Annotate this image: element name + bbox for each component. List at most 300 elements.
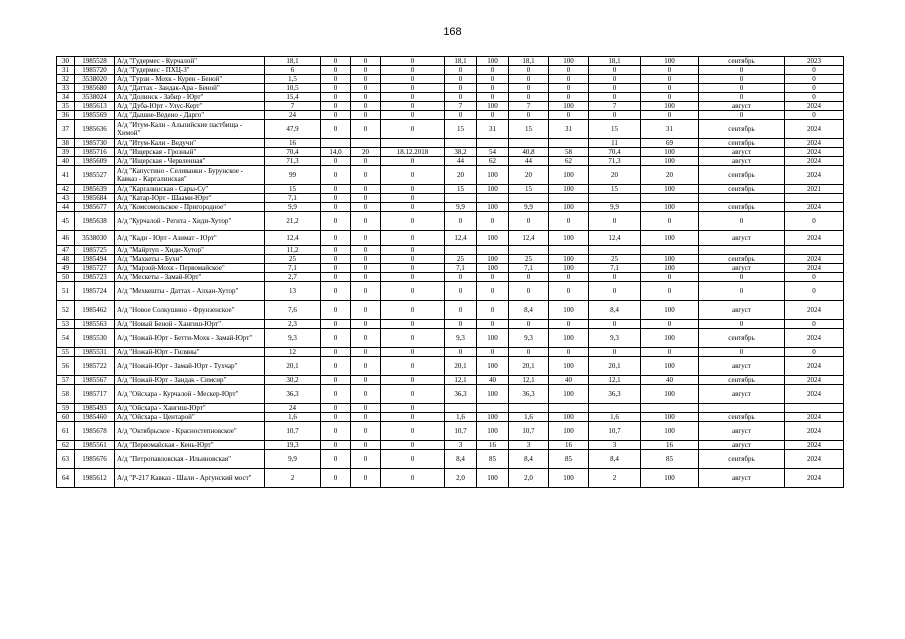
table-cell: 0 bbox=[381, 282, 445, 301]
table-cell: 85 bbox=[641, 450, 699, 469]
table-cell: А/д "Первомайская - Кень-Юрт" bbox=[115, 441, 265, 450]
table-cell: 0 bbox=[785, 93, 844, 102]
table-cell: 0 bbox=[321, 255, 351, 264]
table-cell: 2 bbox=[589, 469, 641, 488]
table-cell: 0 bbox=[321, 66, 351, 75]
table-cell: А/д "Петропавловская - Ильиновская" bbox=[115, 450, 265, 469]
table-cell: август bbox=[699, 102, 785, 111]
table-cell: А/д "Курчалой - Регита - Хиди-Хутор" bbox=[115, 212, 265, 231]
table-cell: 7 bbox=[509, 102, 549, 111]
table-cell: 1985717 bbox=[75, 385, 115, 404]
table-cell: 25 bbox=[265, 255, 321, 264]
table-cell: 2024 bbox=[785, 148, 844, 157]
table-cell bbox=[699, 194, 785, 203]
table-cell: 54 bbox=[57, 329, 75, 348]
table-cell: 0 bbox=[381, 194, 445, 203]
table-cell: 0 bbox=[351, 93, 381, 102]
table-cell bbox=[589, 404, 641, 413]
table-row bbox=[57, 75, 844, 84]
table-cell: 0 bbox=[381, 376, 445, 385]
table-cell: 2,7 bbox=[265, 273, 321, 282]
table-cell: 0 bbox=[785, 273, 844, 282]
table-cell: 0 bbox=[351, 329, 381, 348]
table-cell: А/д "Ойсхара - Курчалой - Мескер-Юрт" bbox=[115, 385, 265, 404]
table-cell: 3538024 bbox=[75, 93, 115, 102]
table-cell: 0 bbox=[351, 301, 381, 320]
table-cell: 64 bbox=[57, 469, 75, 488]
table-row bbox=[57, 320, 844, 329]
table-cell: 7,1 bbox=[265, 194, 321, 203]
table-cell: 0 bbox=[321, 469, 351, 488]
table-cell: 8,4 bbox=[589, 301, 641, 320]
table-cell: 18.12.2018 bbox=[381, 148, 445, 157]
table-cell: 100 bbox=[641, 357, 699, 376]
table-cell: 20,1 bbox=[445, 357, 477, 376]
table-cell: 0 bbox=[321, 75, 351, 84]
table-cell: 0 bbox=[381, 441, 445, 450]
table-cell: А/д "Ойсхара - Хангиш-Юрт" bbox=[115, 404, 265, 413]
table-cell: 0 bbox=[321, 212, 351, 231]
table-cell: 1985639 bbox=[75, 185, 115, 194]
table-cell: 0 bbox=[351, 422, 381, 441]
table-cell: 0 bbox=[549, 348, 589, 357]
table-cell: 0 bbox=[549, 212, 589, 231]
table-cell: 100 bbox=[641, 422, 699, 441]
table-cell: 0 bbox=[351, 376, 381, 385]
table-cell: 30,2 bbox=[265, 376, 321, 385]
table-cell: 10,7 bbox=[445, 422, 477, 441]
table-cell: 0 bbox=[351, 469, 381, 488]
table-cell: 0 bbox=[321, 320, 351, 329]
table-cell: 0 bbox=[477, 66, 509, 75]
table-cell: 0 bbox=[381, 120, 445, 139]
table-cell: 1,5 bbox=[265, 75, 321, 84]
table-cell: 0 bbox=[351, 357, 381, 376]
table-cell: 1985494 bbox=[75, 255, 115, 264]
table-cell bbox=[509, 194, 549, 203]
table-cell: 15 bbox=[445, 185, 477, 194]
table-cell: 15 bbox=[589, 120, 641, 139]
table-cell: 2024 bbox=[785, 376, 844, 385]
table-cell: 0 bbox=[351, 120, 381, 139]
table-cell: 49 bbox=[57, 264, 75, 273]
table-row bbox=[57, 111, 844, 120]
table-cell: 0 bbox=[641, 93, 699, 102]
table-cell: 1985723 bbox=[75, 273, 115, 282]
table-cell: 0 bbox=[549, 66, 589, 75]
table-cell: 100 bbox=[477, 57, 509, 66]
table-row bbox=[57, 422, 844, 441]
table-cell bbox=[549, 194, 589, 203]
table-cell: 42 bbox=[57, 185, 75, 194]
table-cell: 100 bbox=[641, 231, 699, 246]
table-cell: 15 bbox=[589, 185, 641, 194]
table-cell: 2,0 bbox=[445, 469, 477, 488]
table-cell: 70,4 bbox=[589, 148, 641, 157]
table-cell: 33 bbox=[57, 84, 75, 93]
table-cell: 1985531 bbox=[75, 348, 115, 357]
table-cell: 58 bbox=[57, 385, 75, 404]
table-cell: 100 bbox=[549, 413, 589, 422]
table-cell bbox=[445, 139, 477, 148]
table-row bbox=[57, 385, 844, 404]
table-cell: 0 bbox=[351, 102, 381, 111]
table-cell: 0 bbox=[477, 348, 509, 357]
table-row bbox=[57, 357, 844, 376]
table-cell: 18,1 bbox=[509, 57, 549, 66]
table-cell: 0 bbox=[549, 93, 589, 102]
table-cell: 0 bbox=[785, 282, 844, 301]
table-cell: 39 bbox=[57, 148, 75, 157]
table-cell: 0 bbox=[381, 185, 445, 194]
table-cell: 9,3 bbox=[589, 329, 641, 348]
table-cell: А/д "Даттах - Зандак-Ара - Беной" bbox=[115, 84, 265, 93]
table-cell: А/д "Марзой-Мохк - Первомайское" bbox=[115, 264, 265, 273]
table-cell: 20 bbox=[509, 166, 549, 185]
table-cell: август bbox=[699, 301, 785, 320]
table-cell: 1985677 bbox=[75, 203, 115, 212]
table-cell: А/д "Мехкешты - Даттах - Алхан-Хутор" bbox=[115, 282, 265, 301]
table-cell: 0 bbox=[477, 111, 509, 120]
table-cell: сентябрь bbox=[699, 120, 785, 139]
table-cell: А/д "Ойсхара - Центарой" bbox=[115, 413, 265, 422]
table-cell: 100 bbox=[477, 255, 509, 264]
table-cell: 99 bbox=[265, 166, 321, 185]
table-cell: сентябрь bbox=[699, 329, 785, 348]
table-cell bbox=[509, 246, 549, 255]
table-cell: 1,6 bbox=[445, 413, 477, 422]
table-cell: 100 bbox=[549, 102, 589, 111]
table-cell: август bbox=[699, 148, 785, 157]
table-cell: 0 bbox=[351, 84, 381, 93]
table-cell: 0 bbox=[321, 441, 351, 450]
table-cell: 0 bbox=[699, 273, 785, 282]
table-cell: 100 bbox=[477, 264, 509, 273]
table-cell: 0 bbox=[445, 111, 477, 120]
table-cell: А/д "Мескеты - Замай-Юрт" bbox=[115, 273, 265, 282]
table-cell: 0 bbox=[549, 320, 589, 329]
table-cell bbox=[785, 246, 844, 255]
table-cell: 0 bbox=[641, 282, 699, 301]
table-cell: 2024 bbox=[785, 301, 844, 320]
table-row bbox=[57, 57, 844, 66]
table-cell: 0 bbox=[477, 273, 509, 282]
table-cell: 2,3 bbox=[265, 320, 321, 329]
table-cell: 2023 bbox=[785, 57, 844, 66]
table-cell: А/д "Майртуп - Хиди-Хутор" bbox=[115, 246, 265, 255]
table-row bbox=[57, 148, 844, 157]
table-row bbox=[57, 139, 844, 148]
table-row bbox=[57, 450, 844, 469]
table-cell: А/д "Ножай-Юрт - Гиляны" bbox=[115, 348, 265, 357]
table-cell: 1985724 bbox=[75, 282, 115, 301]
table-cell: 2021 bbox=[785, 185, 844, 194]
table-cell: 0 bbox=[509, 282, 549, 301]
table-cell: 70,4 bbox=[265, 148, 321, 157]
table-cell: А/д "Ножай-Юрт - Бетти-Мохк - Замай-Юрт" bbox=[115, 329, 265, 348]
table-cell: 0 bbox=[351, 246, 381, 255]
table-row bbox=[57, 231, 844, 246]
table-cell: 0 bbox=[699, 282, 785, 301]
table-cell: 0 bbox=[477, 75, 509, 84]
table-cell: 1,6 bbox=[589, 413, 641, 422]
table-cell: 1985462 bbox=[75, 301, 115, 320]
table-cell: 0 bbox=[785, 348, 844, 357]
table-cell: сентябрь bbox=[699, 376, 785, 385]
table-cell: 20,1 bbox=[509, 357, 549, 376]
table-cell: 100 bbox=[477, 329, 509, 348]
table-cell: 20 bbox=[445, 166, 477, 185]
table-cell: 0 bbox=[381, 348, 445, 357]
table-cell: 100 bbox=[477, 166, 509, 185]
table-cell: август bbox=[699, 231, 785, 246]
table-cell: 40,8 bbox=[509, 148, 549, 157]
table-cell: 0 bbox=[785, 75, 844, 84]
table-cell: 0 bbox=[549, 84, 589, 93]
table-row bbox=[57, 255, 844, 264]
table-cell: 59 bbox=[57, 404, 75, 413]
table-cell: 19,3 bbox=[265, 441, 321, 450]
table-cell: 0 bbox=[381, 66, 445, 75]
table-cell: 16 bbox=[641, 441, 699, 450]
table-cell bbox=[509, 139, 549, 148]
table-cell bbox=[477, 246, 509, 255]
table-cell: А/д "Махкеты - Бухи" bbox=[115, 255, 265, 264]
table-cell: 18,1 bbox=[589, 57, 641, 66]
table-cell: 2024 bbox=[785, 139, 844, 148]
table-cell bbox=[589, 246, 641, 255]
table-cell: 0 bbox=[509, 93, 549, 102]
table-cell: август bbox=[699, 157, 785, 166]
table-cell bbox=[785, 194, 844, 203]
table-cell: 0 bbox=[699, 320, 785, 329]
table-cell: 0 bbox=[321, 102, 351, 111]
table-cell: 0 bbox=[381, 102, 445, 111]
table-cell: 41 bbox=[57, 166, 75, 185]
table-cell: 100 bbox=[477, 422, 509, 441]
table-cell: 46 bbox=[57, 231, 75, 246]
table-cell: А/д "Новое Солкушино - Фрунзенское" bbox=[115, 301, 265, 320]
table-cell: 0 bbox=[321, 329, 351, 348]
table-cell: 0 bbox=[351, 185, 381, 194]
table-cell: 0 bbox=[445, 282, 477, 301]
table-cell: 0 bbox=[445, 93, 477, 102]
table-cell: 0 bbox=[509, 273, 549, 282]
table-cell: 100 bbox=[477, 185, 509, 194]
table-cell: 2024 bbox=[785, 264, 844, 273]
table-cell: А/д "Ищерская - Грозный" bbox=[115, 148, 265, 157]
table-cell: 0 bbox=[445, 320, 477, 329]
table-cell: 16 bbox=[477, 441, 509, 450]
table-cell: 100 bbox=[641, 385, 699, 404]
table-body bbox=[57, 57, 844, 488]
table-cell: 1985609 bbox=[75, 157, 115, 166]
table-cell: 0 bbox=[641, 348, 699, 357]
table-cell: 0 bbox=[321, 422, 351, 441]
table-cell: 11,2 bbox=[265, 246, 321, 255]
table-cell: 0 bbox=[549, 75, 589, 84]
table-cell: 0 bbox=[351, 212, 381, 231]
table-cell: 100 bbox=[477, 413, 509, 422]
table-cell: 21,2 bbox=[265, 212, 321, 231]
table-cell: 16 bbox=[549, 441, 589, 450]
table-cell: 0 bbox=[641, 66, 699, 75]
table-cell: 1985725 bbox=[75, 246, 115, 255]
table-cell bbox=[641, 194, 699, 203]
table-cell: 0 bbox=[785, 212, 844, 231]
table-cell: 0 bbox=[381, 469, 445, 488]
table-cell: 0 bbox=[445, 84, 477, 93]
table-cell: 100 bbox=[549, 185, 589, 194]
table-row bbox=[57, 413, 844, 422]
table-cell: 2,0 bbox=[509, 469, 549, 488]
table-cell: 12 bbox=[265, 348, 321, 357]
table-cell bbox=[445, 404, 477, 413]
table-cell: 35 bbox=[57, 102, 75, 111]
table-cell: 0 bbox=[321, 246, 351, 255]
table-cell: 43 bbox=[57, 194, 75, 203]
table-cell: 7 bbox=[589, 102, 641, 111]
table-cell: 0 bbox=[321, 203, 351, 212]
table-cell: 11 bbox=[589, 139, 641, 148]
table-cell: август bbox=[699, 264, 785, 273]
table-cell: 44 bbox=[57, 203, 75, 212]
table-cell: 0 bbox=[381, 329, 445, 348]
table-cell: 100 bbox=[641, 264, 699, 273]
table-cell: 1985716 bbox=[75, 148, 115, 157]
table-cell: 1985676 bbox=[75, 450, 115, 469]
table-cell: 2024 bbox=[785, 385, 844, 404]
table-cell: 0 bbox=[321, 282, 351, 301]
table-cell: 2 bbox=[265, 469, 321, 488]
table-cell: 63 bbox=[57, 450, 75, 469]
table-cell: 25 bbox=[589, 255, 641, 264]
table-cell: 55 bbox=[57, 348, 75, 357]
table-cell: 62 bbox=[549, 157, 589, 166]
table-cell: 40 bbox=[641, 376, 699, 385]
table-cell: 100 bbox=[549, 231, 589, 246]
table-cell: 0 bbox=[785, 111, 844, 120]
table-cell: 0 bbox=[477, 320, 509, 329]
table-cell: 8,4 bbox=[445, 450, 477, 469]
table-cell: 38 bbox=[57, 139, 75, 148]
table-cell: 0 bbox=[477, 301, 509, 320]
table-cell bbox=[351, 139, 381, 148]
table-cell: 12,4 bbox=[265, 231, 321, 246]
table-row bbox=[57, 441, 844, 450]
table-cell: 0 bbox=[381, 413, 445, 422]
table-cell: 0 bbox=[641, 84, 699, 93]
table-cell: сентябрь bbox=[699, 450, 785, 469]
table-cell: 0 bbox=[321, 450, 351, 469]
table-cell: А/д "Ножай-Юрт - Замай-Юрт - Тухчар" bbox=[115, 357, 265, 376]
table-cell: 36,3 bbox=[265, 385, 321, 404]
table-cell: 0 bbox=[589, 282, 641, 301]
table-cell: 100 bbox=[641, 102, 699, 111]
table-cell bbox=[509, 404, 549, 413]
table-cell: 0 bbox=[445, 301, 477, 320]
table-cell: 12,4 bbox=[589, 231, 641, 246]
table-cell: 2024 bbox=[785, 120, 844, 139]
table-row bbox=[57, 120, 844, 139]
table-cell: 0 bbox=[351, 282, 381, 301]
table-cell: 62 bbox=[477, 157, 509, 166]
table-cell: 2024 bbox=[785, 157, 844, 166]
table-cell: 100 bbox=[641, 301, 699, 320]
table-cell: 100 bbox=[641, 203, 699, 212]
table-cell: 61 bbox=[57, 422, 75, 441]
table-cell: сентябрь bbox=[699, 185, 785, 194]
table-cell: 20 bbox=[589, 166, 641, 185]
table-cell: 0 bbox=[351, 231, 381, 246]
table-cell: 0 bbox=[381, 320, 445, 329]
table-cell bbox=[477, 139, 509, 148]
table-cell: 0 bbox=[321, 301, 351, 320]
table-cell: 16 bbox=[265, 139, 321, 148]
table-cell: 0 bbox=[445, 212, 477, 231]
table-cell: 7,1 bbox=[589, 264, 641, 273]
table-cell: 58 bbox=[549, 148, 589, 157]
table-cell: 10,7 bbox=[265, 422, 321, 441]
table-cell: 3 bbox=[509, 441, 549, 450]
table-cell: 0 bbox=[321, 231, 351, 246]
table-cell: 40 bbox=[57, 157, 75, 166]
table-cell: 0 bbox=[381, 57, 445, 66]
table-row bbox=[57, 203, 844, 212]
table-cell: 0 bbox=[445, 66, 477, 75]
table-cell: 12,1 bbox=[445, 376, 477, 385]
table-cell: 9,9 bbox=[265, 203, 321, 212]
table-row bbox=[57, 348, 844, 357]
table-cell: 0 bbox=[549, 273, 589, 282]
table-cell: 100 bbox=[641, 148, 699, 157]
table-cell: 18,1 bbox=[445, 57, 477, 66]
table-cell: сентябрь bbox=[699, 413, 785, 422]
table-cell: 3 bbox=[445, 441, 477, 450]
table-cell: 0 bbox=[381, 111, 445, 120]
table-cell: 100 bbox=[549, 57, 589, 66]
table-cell: 0 bbox=[509, 66, 549, 75]
table-cell: 36,3 bbox=[445, 385, 477, 404]
table-cell: 1985720 bbox=[75, 66, 115, 75]
table-row bbox=[57, 166, 844, 185]
table-row bbox=[57, 93, 844, 102]
table-cell: А/д "Октябрьское - Красностепновское" bbox=[115, 422, 265, 441]
table-cell: А/д "Кади - Юрт - Азимат - Юрт" bbox=[115, 231, 265, 246]
table-cell: 0 bbox=[699, 111, 785, 120]
table-row bbox=[57, 194, 844, 203]
table-cell: А/д "Итум-Кали - Ведучи" bbox=[115, 139, 265, 148]
table-cell: 1985612 bbox=[75, 469, 115, 488]
table-cell: 8,4 bbox=[509, 450, 549, 469]
table-cell: 1985678 bbox=[75, 422, 115, 441]
table-cell: 0 bbox=[321, 157, 351, 166]
table-cell: 0 bbox=[321, 57, 351, 66]
table-cell: 13 bbox=[265, 282, 321, 301]
table-cell: сентябрь bbox=[699, 255, 785, 264]
table-cell: 0 bbox=[477, 84, 509, 93]
table-cell: 3538020 bbox=[75, 75, 115, 84]
table-cell bbox=[589, 194, 641, 203]
table-cell: 57 bbox=[57, 376, 75, 385]
table-cell: 0 bbox=[477, 282, 509, 301]
table-cell: 0 bbox=[381, 231, 445, 246]
table-cell: А/д "Новый Беной - Хангиш-Юрт" bbox=[115, 320, 265, 329]
table-cell: 0 bbox=[699, 93, 785, 102]
table-cell: 31 bbox=[57, 66, 75, 75]
table-cell: 0 bbox=[321, 385, 351, 404]
table-cell: сентябрь bbox=[699, 139, 785, 148]
